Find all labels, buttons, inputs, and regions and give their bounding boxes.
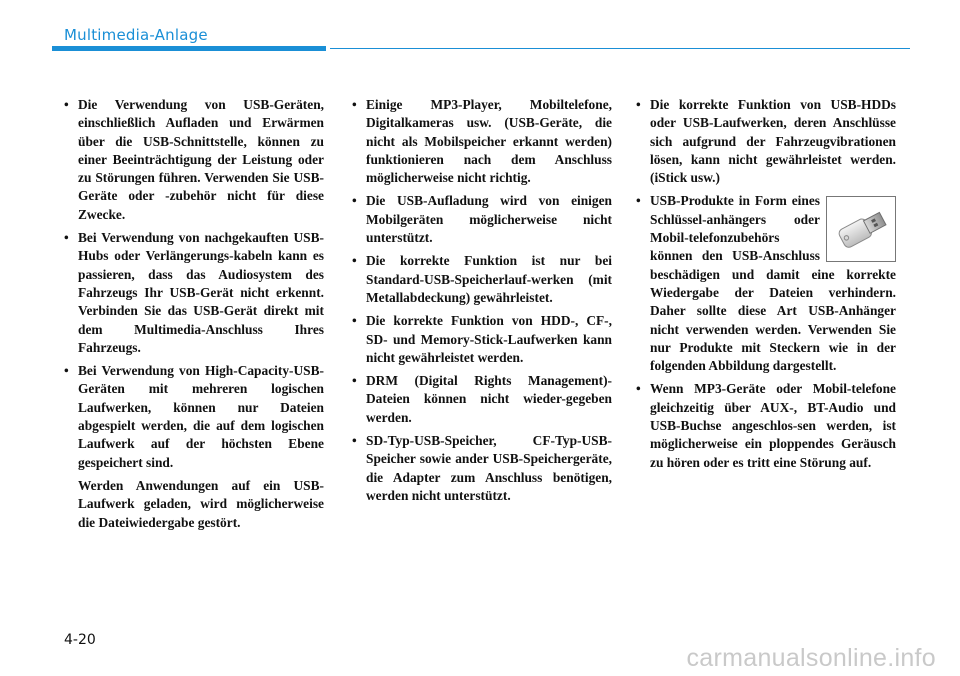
- bullet-item: • Die USB-Aufladung wird von einigen Mobilgeräten möglicherweise nicht unterstützt.: [350, 192, 612, 247]
- header-rule-thin: [330, 48, 910, 49]
- bullet-item: • Die Verwendung von USB-Geräten, einschließlich Aufladen und Erwärmen über die USB-Schnittstelle, können zu einer Beeinträchtigung der Leistung oder zu Störungen führen. Verwenden Sie USB-Geräte oder -zubehör nicht für diese Zwecke.: [62, 96, 324, 224]
- watermark-text: carmanualsonline.info: [686, 644, 936, 672]
- header-rule-thick: [52, 46, 326, 51]
- paragraph: Werden Anwendungen auf ein USB-Laufwerk geladen, wird möglicherweise die Dateiwiedergabe gestört.: [78, 477, 324, 530]
- text-column-2: [350, 96, 612, 510]
- bullet-item-with-figure: [634, 192, 896, 375]
- bullet-item: • SD-Typ-USB-Speicher, CF-Typ-USB-Speicher sowie ander USB-Speichergeräte, die Adapter zum Anschluss benötigen, werden nicht unterstützt.: [350, 432, 612, 505]
- bullet-item: • Die korrekte Funktion ist nur bei Standard-USB-Speicherlauf-werken (mit Metallabdeckung) gewährleistet.: [350, 252, 612, 307]
- usb-stick-icon: [831, 202, 891, 256]
- header-title: Multimedia-Anlage: [64, 26, 208, 44]
- bullet-item: • Einige MP3-Player, Mobiltelefone, Digitalkameras usw. (USB-Geräte, die nicht als Mobilspeicher erkannt werden) funktionieren nach dem Anschluss möglicherweise nicht richtig.: [350, 96, 612, 187]
- bullet-item: • Bei Verwendung von High-Capacity-USB-Geräten mit mehreren logischen Laufwerken, können nur Dateien abgespielt werden, die auf dem logischen Laufwerk auf der höchsten Ebene gespeichert sind.: [62, 362, 324, 472]
- usb-stick-illustration: [826, 196, 896, 262]
- text-column-1: [62, 96, 324, 537]
- page-number: 4-20: [64, 632, 96, 648]
- bullet-item: • Bei Verwendung von nachgekauften USB-Hubs oder Verlängerungs-kabeln kann es passieren, dass das Audiosystem des Fahrzeugs Ihr USB-Gerät nicht erkennt. Verbinden Sie das USB-Gerät direkt mit dem Multimedia-Anschluss Ihres Fahrzeugs.: [62, 229, 324, 357]
- bullet-item: • Wenn MP3-Geräte oder Mobil-telefone gleichzeitig über AUX-, BT-Audio und USB-Buchse angeschlos-sen werden, ist möglicherweise ein ploppendes Geräusch zu hören oder es tritt eine Störung auf.: [634, 380, 896, 471]
- text-column-3: [634, 96, 896, 477]
- bullet-item: • Die korrekte Funktion von USB-HDDs oder USB-Laufwerken, deren Anschlüsse sich aufgrund der Fahrzeugvibrationen lösen, kann nicht gewährleistet werden. (iStick usw.): [634, 96, 896, 187]
- bullet-item: • Die korrekte Funktion von HDD-, CF-, SD- und Memory-Stick-Laufwerken kann nicht gewährleistet werden.: [350, 312, 612, 367]
- bullet-text: USB-Produkte in Form eines Schlüssel-anhängers oder Mobil-telefonzubehörs können den USB-Anschluss beschädigen und damit eine korrekte Wiedergabe der Dateien verhindern. Daher sollte diese Art USB-Anhänger nicht verwenden werden. Verwenden Sie nur Produkte mit Steckern wie in der folgenden Abbildung dargestellt.: [650, 193, 896, 374]
- bullet-item: • DRM (Digital Rights Management)-Dateien können nicht wieder-gegeben werden.: [350, 372, 612, 427]
